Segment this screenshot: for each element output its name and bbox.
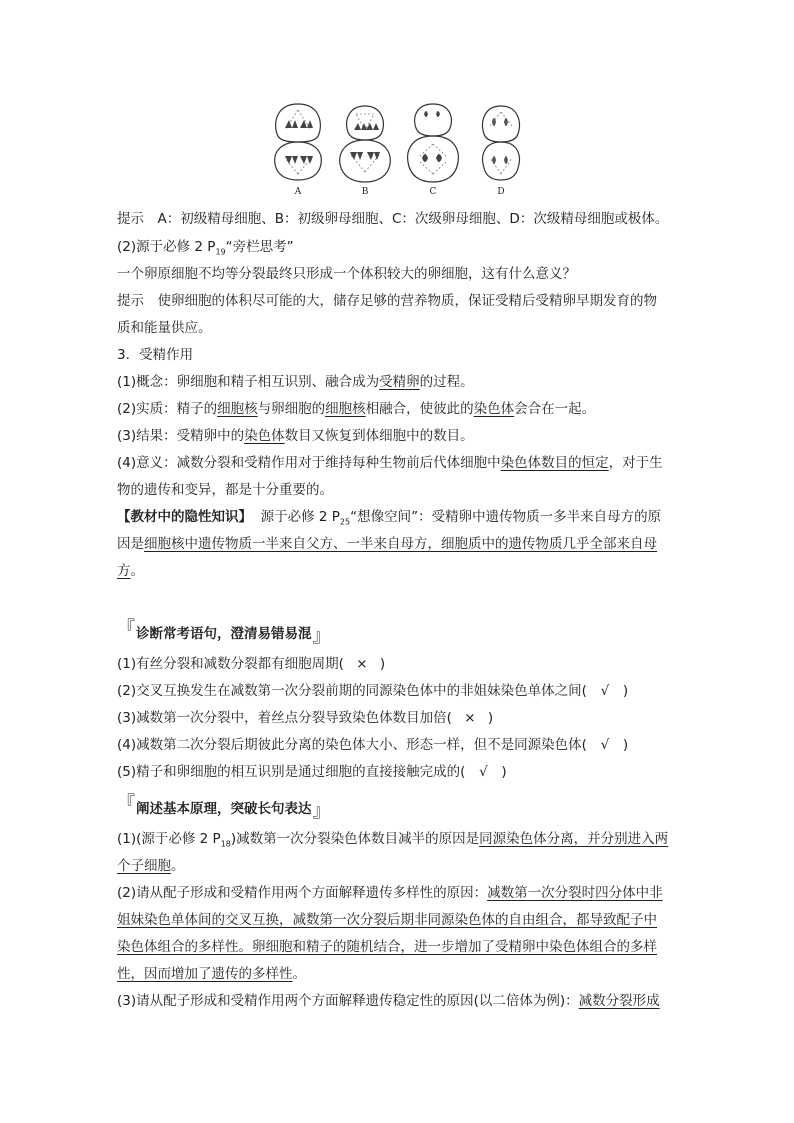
hidden-text-b: 因是	[117, 536, 144, 552]
source-text: (2)源于必修 2 P	[117, 239, 216, 255]
explain-2-line-2	[117, 911, 657, 929]
keyword-chromosome-2: 染色体	[244, 428, 285, 444]
cell-division-figure	[262, 100, 532, 204]
judge-end: )	[487, 710, 494, 726]
hidden-knowledge-line-3	[117, 562, 144, 580]
hidden-answer-a: 细胞核中遗传物质一半来自父方、一半来自母方，细胞质中的遗传物质几乎全部来自母	[144, 536, 657, 552]
hidden-answer-b: 方	[117, 563, 131, 579]
keyword-constant: 染色体数目的恒定	[500, 455, 609, 471]
explain-1-line-2	[117, 857, 185, 875]
hidden-knowledge-tag: 【教材中的隐性知识】	[117, 509, 252, 525]
explain-2-answer-b: 姐妹染色单体间的交叉互换，减数第一次分裂后期非同源染色体的自由组合，都导致配子中	[117, 912, 657, 928]
hidden-knowledge-line-2	[117, 535, 657, 553]
meaning-text-a: (4)意义：减数分裂和受精作用对于维持每种生物前后代体细胞中	[117, 455, 501, 471]
explain-2-text: (2)请从配子形成和受精作用两个方面解释遗传多样性的原因：	[117, 885, 488, 901]
judge-text: (3)减数第一次分裂中，着丝点分裂导致染色体数目加倍(	[117, 710, 452, 726]
essence-text-b: 与卵细胞的	[257, 401, 326, 417]
essence-line	[117, 400, 595, 418]
section-heading-fertilization: 3．受精作用	[117, 347, 194, 363]
judge-item-1	[117, 655, 385, 673]
explain-2-line-1	[117, 884, 663, 902]
judge-mark: ×	[464, 710, 476, 726]
explain-1-end: 。	[171, 858, 185, 874]
explain-3-answer-a: 减数分裂形成	[578, 993, 660, 1009]
concept-line	[117, 373, 474, 391]
cell-diagram-b	[334, 100, 396, 197]
hint-cell-types: 提示 A：初级精母细胞、B：初级卵母细胞、C：次级卵母细胞、D：次级精母细胞或极体。	[117, 211, 669, 227]
cell-diagram-a	[267, 100, 329, 197]
judge-end: )	[501, 764, 507, 780]
page-subscript: 19	[215, 247, 226, 257]
hint-line-1: 提示 使卵细胞的体积尽可能的大，储存足够的营养物质，保证受精后受精卵早期发育的物	[117, 293, 657, 309]
judge-end: )	[622, 737, 629, 753]
explain-1-answer-a: 同源染色体分离，并分别进入两	[479, 831, 669, 847]
page-subscript-25: 25	[339, 517, 351, 527]
page-subscript-18: 18	[220, 839, 231, 849]
section2-title-text: 阐述基本原理，突破长句表达	[136, 801, 312, 817]
cell-c-drawing	[402, 100, 464, 184]
cell-label-c: C	[429, 187, 437, 197]
explain-1-text: )减数第一次分裂染色体数目减半的原因是	[230, 831, 480, 847]
meaning-line-1	[117, 454, 663, 472]
judge-mark: √	[479, 764, 488, 780]
meaning-line-2: 物的遗传和变异，都是十分重要的。	[117, 482, 333, 498]
essence-text-a: (2)实质：精子的	[117, 401, 218, 417]
source-tag: “旁栏思考”	[225, 239, 294, 255]
meaning-text-b: ，对于生	[608, 455, 663, 471]
section-title-diagnosis: 『诊断常考语句，澄清易错易混』	[117, 618, 331, 647]
explain-2-answer-d: 性，因而增加了遗传的多样性	[117, 966, 293, 982]
judge-mark: √	[600, 737, 610, 753]
explain-2-line-3	[117, 938, 657, 956]
hidden-end: 。	[130, 563, 144, 579]
judge-item-3	[117, 709, 493, 727]
judge-text: (1)有丝分裂和减数分裂都有细胞周期(	[117, 656, 344, 672]
cell-label-d: D	[497, 187, 505, 197]
result-text-b: 数目又恢复到体细胞中的数目。	[284, 428, 474, 444]
concept-end: 的过程。	[419, 374, 474, 390]
cell-d-drawing	[470, 100, 532, 184]
judge-text: (2)交叉互换发生在减数第一次分裂前期的同源染色体中的非姐妹染色单体之间(	[117, 683, 587, 699]
explain-1-source: (1)(源于必修 2 P	[117, 831, 221, 847]
concept-text: (1)概念：卵细胞和精子相互识别、融合成为	[117, 374, 380, 390]
essence-text-d: 会合在一起。	[514, 401, 596, 417]
result-text-a: (3)结果：受精卵中的	[117, 428, 245, 444]
explain-2-end: 。	[292, 966, 306, 982]
keyword-nucleus-1: 细胞核	[217, 401, 258, 417]
judge-end: )	[622, 683, 629, 699]
hint-line-2: 质和能量供应。	[117, 320, 212, 336]
judge-text: (4)减数第二次分裂后期彼此分离的染色体大小、形态一样，但不是同源染色体(	[117, 737, 587, 753]
keyword-zygote: 受精卵	[379, 374, 420, 390]
hidden-knowledge-line-1	[117, 508, 661, 532]
cell-diagram-d	[470, 100, 532, 197]
cell-b-drawing	[334, 100, 396, 184]
explain-3-line-1	[117, 992, 660, 1010]
section1-title-text: 诊断常考语句，澄清易错易混	[136, 626, 312, 642]
hidden-source: 源于必修 2 P	[260, 509, 340, 525]
judge-item-4	[117, 736, 628, 754]
judge-item-5	[117, 763, 507, 781]
explain-2-answer-a: 减数第一次分裂时四分体中非	[487, 885, 663, 901]
explain-2-answer-c: 染色体组合的多样性。卵细胞和精子的随机结合，进一步增加了受精卵中染色体组合的多样	[117, 939, 657, 955]
essence-text-c: 相融合，使彼此的	[365, 401, 474, 417]
cell-label-b: B	[361, 187, 369, 197]
judge-mark: √	[600, 683, 610, 699]
source-line-p19	[117, 238, 294, 262]
cell-diagram-c	[402, 100, 464, 197]
explain-2-line-4	[117, 965, 306, 983]
section-title-explain: 『阐述基本原理，突破长句表达』	[117, 793, 331, 822]
question-line: 一个卵原细胞不均等分裂最终只形成一个体积较大的卵细胞，这有什么意义？	[117, 266, 576, 282]
result-line	[117, 427, 474, 445]
judge-mark: ×	[356, 656, 368, 672]
judge-end: )	[379, 656, 386, 672]
explain-1-answer-b: 个子细胞	[117, 858, 171, 874]
judge-text: (5)精子和卵细胞的相互识别是通过细胞的直接接触完成的(	[117, 764, 466, 780]
judge-item-2	[117, 682, 628, 700]
hidden-text: “想像空间”：受精卵中遗传物质一多半来自母方的原	[350, 509, 662, 525]
explain-1-line-1	[117, 830, 668, 854]
keyword-chromosome: 染色体	[473, 401, 515, 417]
explain-3-text: (3)请从配子形成和受精作用两个方面解释遗传稳定性的原因(以二倍体为例)：	[117, 993, 579, 1009]
keyword-nucleus-2: 细胞核	[325, 401, 366, 417]
cell-label-a: A	[294, 187, 302, 197]
cell-a-drawing	[267, 100, 329, 184]
